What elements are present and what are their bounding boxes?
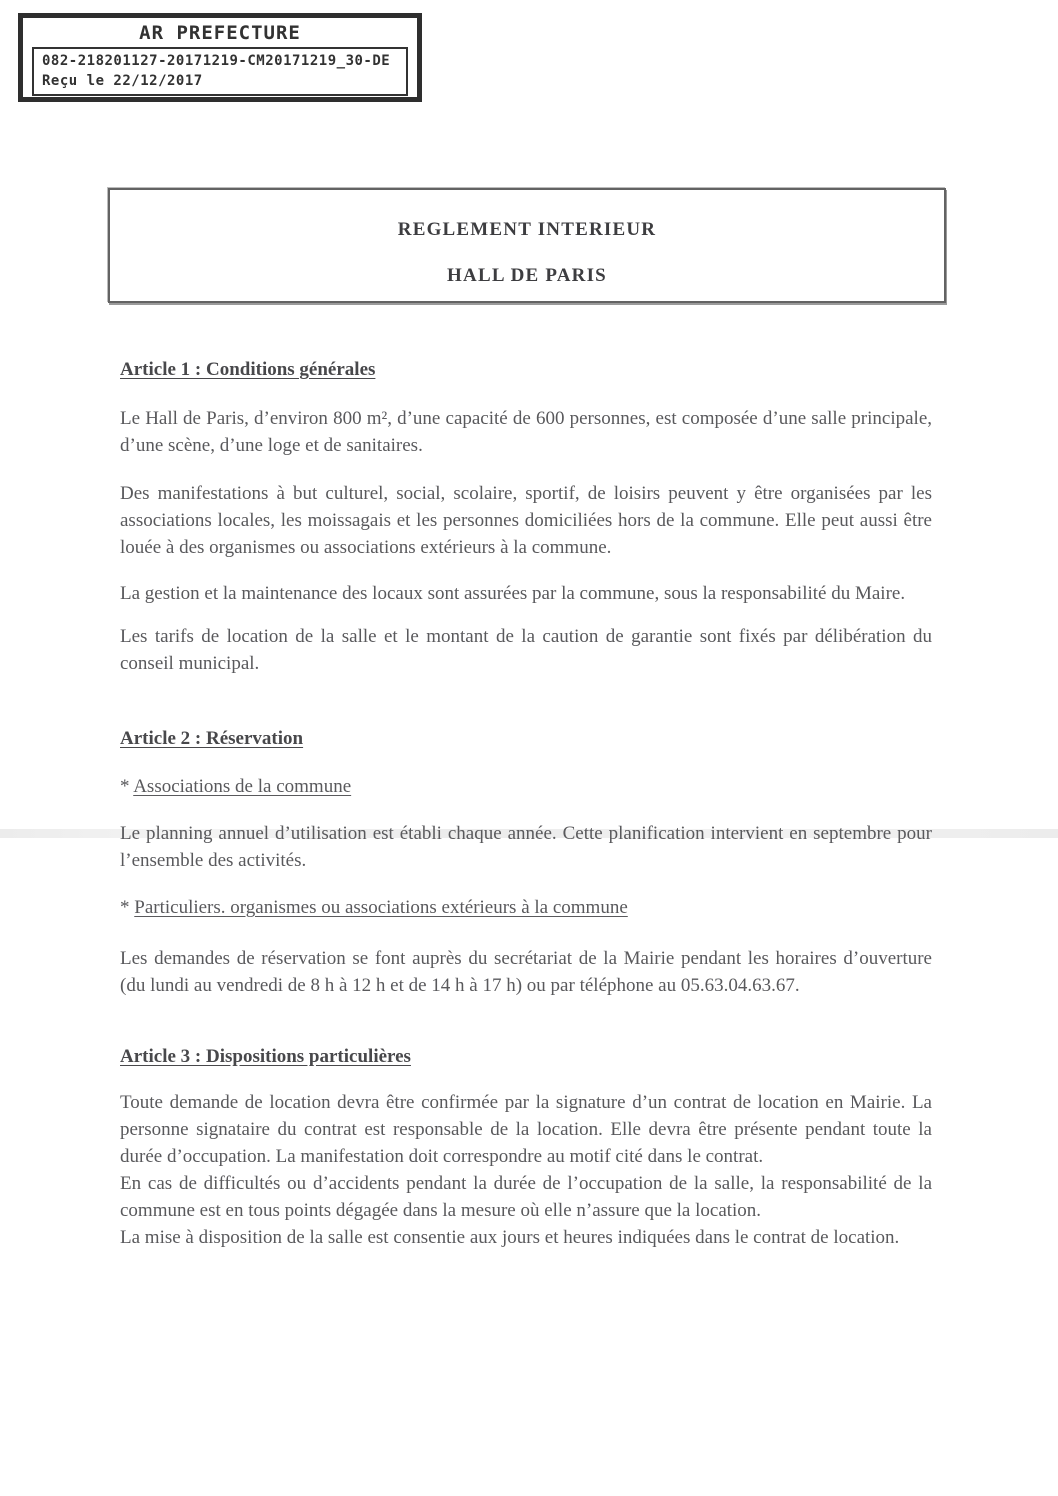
bullet-asterisk: *	[120, 776, 130, 797]
stamp-received-date: Reçu le 22/12/2017	[42, 73, 203, 89]
article2-heading: Article 2 : Réservation	[120, 728, 304, 749]
article2-paragraph-1: Le planning annuel d’utilisation est établi chaque année. Cette planification intervient en septembre pour l’ensemble des activités.	[120, 823, 932, 871]
document-body	[120, 356, 932, 1251]
document-title: REGLEMENT INTERIEUR	[397, 219, 657, 240]
stamp-reference-box	[32, 47, 408, 96]
bullet-asterisk: *	[120, 897, 130, 918]
article3-paragraph-1: Toute demande de location devra être confirmée par la signature d’un contrat de location en Mairie. La personne signataire du contrat est responsable de la location. Elle devra être présente pendant toute la durée d’occupation. La manifestation doit correspondre au motif cité dans le contrat.	[120, 1092, 932, 1167]
article2-subheading-associations	[120, 773, 932, 800]
article3-heading: Article 3 : Dispositions particulières	[120, 1046, 411, 1067]
article1-paragraph-4: Les tarifs de location de la salle et le montant de la caution de garantie sont fixés par délibération du conseil municipal.	[120, 626, 932, 674]
article3-paragraph-3: La mise à disposition de la salle est consentie aux jours et heures indiquées dans le contrat de location.	[120, 1227, 900, 1248]
document-subtitle: HALL DE PARIS	[447, 265, 607, 286]
article1-paragraph-2: Des manifestations à but culturel, social, scolaire, sportif, de loisirs peuvent y être organisées par les associations locales, les moissagais et les personnes domiciliées hors de la commune. Elle peut aussi être louée à des organismes ou associations extérieurs à la commune.	[120, 483, 932, 558]
article3-paragraph-2: En cas de difficultés ou d’accidents pendant la durée de l’occupation de la salle, la responsabilité de la commune est en tous points dégagée dans la mesure où elle n’assure que la location.	[120, 1173, 932, 1221]
stamp-title: AR PREFECTURE	[139, 22, 301, 44]
prefecture-stamp	[18, 13, 422, 102]
article2-subheading-particuliers-label: Particuliers. organismes ou associations extérieurs à la commune	[134, 897, 628, 918]
article1-paragraph-1: Le Hall de Paris, d’environ 800 m², d’une capacité de 600 personnes, est composée d’une salle principale, d’une scène, d’une loge et de sanitaires.	[120, 408, 932, 456]
article2-subheading-particuliers	[120, 894, 932, 921]
article2-paragraph-2: Les demandes de réservation se font auprès du secrétariat de la Mairie pendant les horaires d’ouverture (du lundi au vendredi de 8 h à 12 h et de 14 h à 17 h) ou par téléphone au 05.63.04.63.67.	[120, 948, 932, 996]
document-title-box	[108, 188, 946, 303]
article2-subheading-associations-label: Associations de la commune	[133, 776, 352, 797]
article1-heading: Article 1 : Conditions générales	[120, 359, 376, 380]
stamp-reference-number: 082-218201127-20171219-CM20171219_30-DE	[42, 53, 391, 69]
article1-paragraph-3: La gestion et la maintenance des locaux sont assurées par la commune, sous la responsabilité du Maire.	[120, 583, 906, 604]
